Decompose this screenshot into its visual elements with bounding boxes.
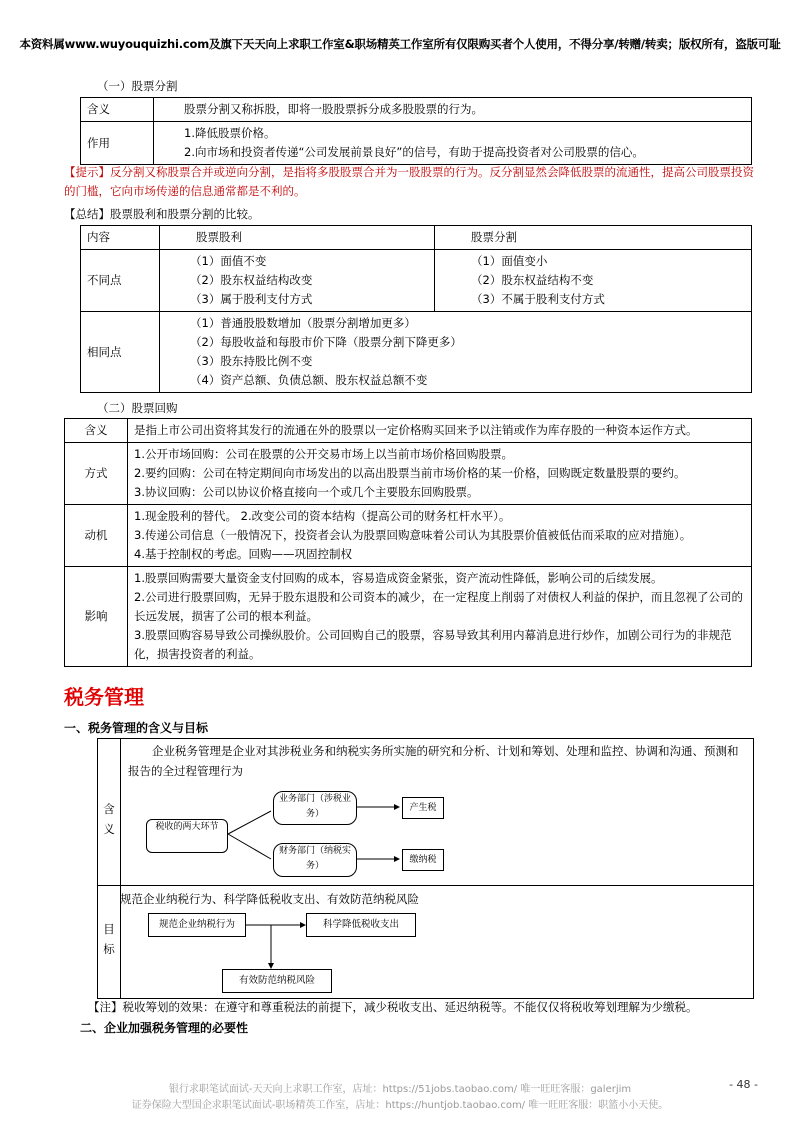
list-item: （3）股东持股比例不变 xyxy=(190,354,313,368)
row-key-meaning: 含义 xyxy=(103,802,115,836)
meaning-text: 企业税务管理是企业对其涉税业务和纳税实务所实施的研究和分析、计划和筹划、处理和监控、协调和沟通、预测和报告的全过程管理行为 xyxy=(128,744,739,778)
row-line: 3.协议回购：公司以协议价格直接向一个或几个主要股东回购股票。 xyxy=(134,485,479,499)
same-cell xyxy=(160,312,752,393)
row-line: 2.公司进行股票回购，无异于股东退股和公司资本的减少，在一定程度上削弱了对债权人利益的保护，而且忽视了公司的长远发展，损害了公司的根本利益。 xyxy=(134,590,743,623)
table-row xyxy=(81,250,752,312)
row-line: 3.传递公司信息（一般情况下，投资者会认为股票回购意味着公司认为其股票价值被低估而采取的应对措施）。 xyxy=(134,528,692,542)
stock-split-table xyxy=(80,97,752,165)
list-item: （3）属于股利支付方式 xyxy=(190,292,313,306)
table-row xyxy=(65,505,752,567)
tax-table xyxy=(97,738,754,999)
diagram-bottom-node: 财务部门（纳税实务） xyxy=(273,843,357,877)
row-line: 1.公开市场回购：公司在股票的公开交易市场上以当前市场价格回购股票。 xyxy=(134,447,513,461)
row-key: 不同点 xyxy=(81,250,160,312)
divider xyxy=(98,885,753,886)
list-item: （1）面值不变 xyxy=(190,254,267,268)
row-line: 1.降低股票价格。 xyxy=(184,126,276,140)
row-line: 2.要约回购：公司在特定期间向市场发出的以高出股票当前市场价格的某一价格，回购既定数量股票的要约。 xyxy=(134,466,686,480)
header-cell: 内容 xyxy=(81,226,160,250)
row-value xyxy=(128,443,752,505)
tip-prefix: 【提示】 xyxy=(64,165,110,179)
tax-planning-note: 【注】税收筹划的效果：在遵守和尊重税法的前提下，减少税收支出、延迟纳税等。不能仅仅将税收筹划理解为少缴税。 xyxy=(88,1000,698,1014)
heading-tax-meaning-goal: 一、税务管理的含义与目标 xyxy=(64,721,209,735)
diagram-right-top-node: 产生税 xyxy=(402,797,444,819)
list-item: （3）不属于股利支付方式 xyxy=(471,292,605,306)
goal-node-standardize: 规范企业纳税行为 xyxy=(148,913,246,937)
row-key: 影响 xyxy=(65,567,128,667)
list-item: （2）股东权益结构改变 xyxy=(190,273,313,287)
row-key: 作用 xyxy=(81,122,154,165)
row-value xyxy=(128,505,752,567)
comparison-table xyxy=(80,225,752,393)
row-line: 1.股票回购需要大量资金支付回购的成本，容易造成资金紧张，资产流动性降低，影响公司的后续发展。 xyxy=(134,571,663,585)
list-item: （1）普通股股数增加（股票分割增加更多） xyxy=(190,316,416,330)
footer-line-2: 证券保险大型国企求职笔试面试-职场精英工作室，店址：https://huntjob.taobao.com/ 唯一旺旺客服：职篮小小天使。 xyxy=(131,1100,669,1111)
goal-node-reduce: 科学降低税收支出 xyxy=(306,913,416,937)
buyback-table xyxy=(64,418,752,667)
tip-reverse-split xyxy=(64,163,754,201)
list-item: （2）股东权益结构不变 xyxy=(471,273,594,287)
list-item: （2）每股收益和每股市价下降（股票分割下降更多） xyxy=(190,335,462,349)
summary-label: 【总结】股票股利和股票分割的比较。 xyxy=(64,207,260,221)
row-key: 动机 xyxy=(65,505,128,567)
row-line: 4.基于控制权的考虑。回购——巩固控制权 xyxy=(134,547,352,561)
row-value: 股票分割又称拆股，即将一股股票拆分成多股股票的行为。 xyxy=(154,98,752,122)
table-row xyxy=(81,312,752,393)
row-value xyxy=(128,567,752,667)
row-value xyxy=(154,122,752,165)
page-number: - 48 - xyxy=(729,1078,758,1091)
diagram-top-node: 业务部门（涉税业务） xyxy=(273,791,357,825)
table-row xyxy=(65,443,752,505)
table-row xyxy=(65,567,752,667)
diff-split-cell xyxy=(435,250,752,312)
goal-text: 规范企业纳税行为、科学降低税收支出、有效防范纳税风险 xyxy=(120,892,419,906)
row-key: 含义 xyxy=(81,98,154,122)
footer-line-1: 银行求职笔试面试-天天向上求职工作室，店址：https://51jobs.taobao.com/ 唯一旺旺客服：galerjim xyxy=(168,1084,632,1095)
list-item: （1）面值变小 xyxy=(471,254,548,268)
tax-management-title: 税务管理 xyxy=(64,685,144,709)
row-key: 含义 xyxy=(65,419,128,443)
table-row xyxy=(81,226,752,250)
section-label-stock-split: （一）股票分割 xyxy=(97,79,178,93)
section-label-buyback: （二）股票回购 xyxy=(97,401,178,415)
goal-node-prevent-risk: 有效防范纳税风险 xyxy=(222,969,332,993)
tip-text: 反分割又称股票合并或逆向分割，是指将多股股票合并为一股股票的行为。反分割显然会降低股票的流通性，提高公司股票投资的门槛，它向市场传递的信息通常都是不利的。 xyxy=(64,165,754,198)
diagram-center-node: 税收的两大环节 xyxy=(146,819,228,853)
tax-links-diagram xyxy=(146,789,446,879)
row-key: 相同点 xyxy=(81,312,160,393)
header-cell: 股票股利 xyxy=(160,226,435,250)
row-key-goal: 目标 xyxy=(103,922,115,956)
row-line: 2.向市场和投资者传递“公司发展前景良好”的信号，有助于提高投资者对公司股票的信心。 xyxy=(184,145,644,159)
table-row xyxy=(81,98,752,122)
diagram-right-bottom-node: 缴纳税 xyxy=(402,849,444,871)
diff-dividend-cell xyxy=(160,250,435,312)
row-key: 方式 xyxy=(65,443,128,505)
table-row xyxy=(65,419,752,443)
divider xyxy=(120,739,121,998)
copyright-header: 本资料属www.wuyouquizhi.com及旗下天天向上求职工作室&职场精英工作室所有仅限购买者个人使用，不得分享/转赠/转卖；版权所有，盗版可耻 xyxy=(19,37,781,51)
row-line: 1.现金股利的替代。 2.改变公司的资本结构（提高公司的财务杠杆水平）。 xyxy=(134,509,511,523)
row-line: 3.股票回购容易导致公司操纵股价。公司回购自己的股票，容易导致其利用内幕消息进行炒作，加剧公司行为的非规范化，损害投资者的利益。 xyxy=(134,628,732,661)
tax-goal-diagram xyxy=(146,911,436,993)
table-row xyxy=(81,122,752,165)
row-value: 是指上市公司出资将其发行的流通在外的股票以一定价格购买回来予以注销或作为库存股的一种资本运作方式。 xyxy=(128,419,752,443)
list-item: （4）资产总额、负债总额、股东权益总额不变 xyxy=(190,373,428,387)
heading-necessity: 二、企业加强税务管理的必要性 xyxy=(80,1021,249,1035)
header-cell: 股票分割 xyxy=(435,226,752,250)
